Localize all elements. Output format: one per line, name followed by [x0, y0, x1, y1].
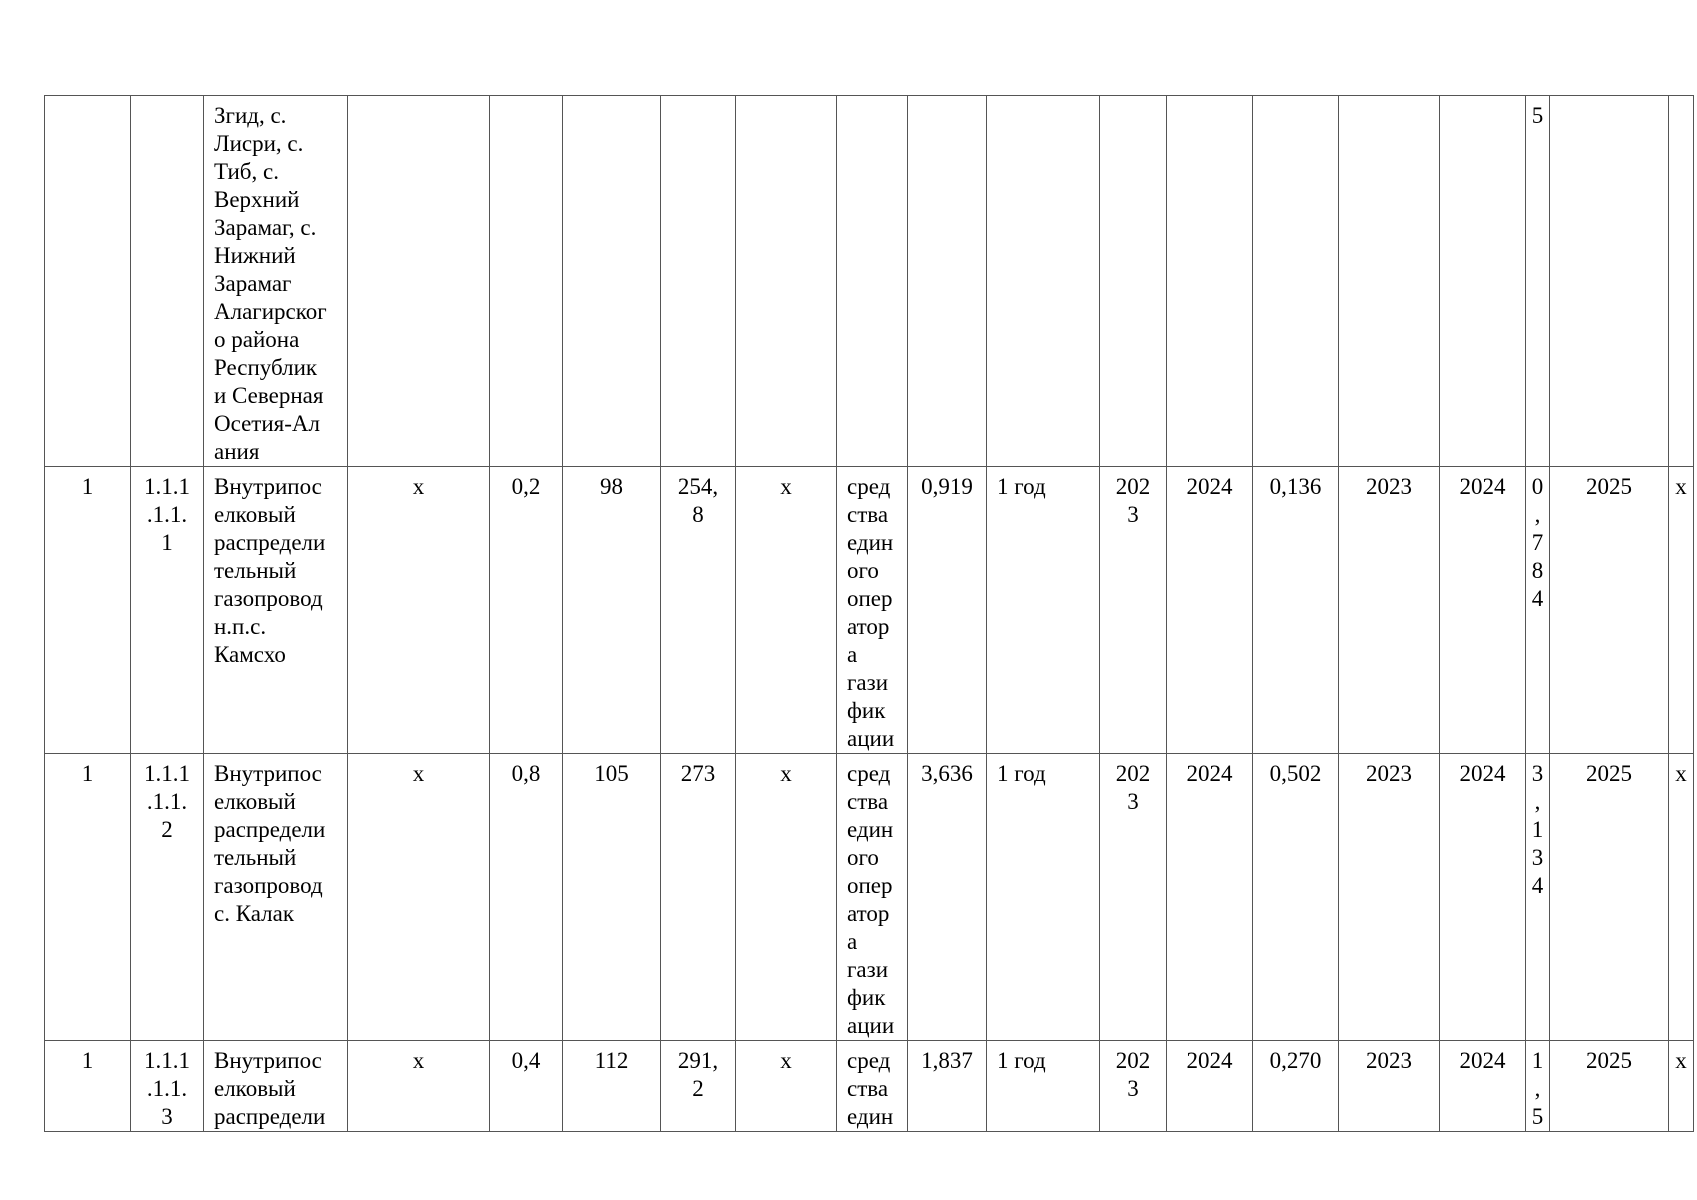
- cell-col15: 2023: [1339, 467, 1440, 754]
- cell-col4: x: [348, 1041, 490, 1132]
- cell-col6: [563, 96, 661, 467]
- cell-col19: x: [1669, 1041, 1694, 1132]
- cell-col10: [908, 96, 987, 467]
- cell-col16: [1440, 96, 1526, 467]
- cell-col14: 0,136: [1253, 467, 1339, 754]
- cell-col6: 112: [563, 1041, 661, 1132]
- cell-object-name: Внутрипос елковый распредели тельный газопровод с. Калак: [204, 754, 348, 1041]
- cell-object-name: Внутрипос елковый распредели: [204, 1041, 348, 1132]
- cell-col15: 2023: [1339, 754, 1440, 1041]
- data-table: [44, 95, 1694, 1132]
- cell-col17: 1 , 5: [1526, 1041, 1550, 1132]
- cell-duration: 1 год: [987, 467, 1100, 754]
- cell-funding-source: [837, 96, 908, 467]
- cell-col4: x: [348, 467, 490, 754]
- cell-col10: 0,919: [908, 467, 987, 754]
- cell-col12: 202 3: [1100, 1041, 1167, 1132]
- cell-col15: [1339, 96, 1440, 467]
- cell-col5: 0,2: [490, 467, 563, 754]
- cell-col6: 98: [563, 467, 661, 754]
- cell-funding-source: сред ства един ого опер атор а гази фик ации: [837, 467, 908, 754]
- cell-col14: 0,270: [1253, 1041, 1339, 1132]
- cell-col13: 2024: [1167, 1041, 1253, 1132]
- cell-col16: 2024: [1440, 467, 1526, 754]
- cell-col7: 291, 2: [661, 1041, 736, 1132]
- cell-col12: 202 3: [1100, 754, 1167, 1041]
- cell-duration: [987, 96, 1100, 467]
- cell-number: 1: [45, 754, 131, 1041]
- cell-col18: 2025: [1550, 467, 1669, 754]
- cell-number: 1: [45, 467, 131, 754]
- table-row: [45, 1041, 1694, 1132]
- cell-col8: x: [736, 754, 837, 1041]
- cell-col10: 1,837: [908, 1041, 987, 1132]
- cell-col5: 0,8: [490, 754, 563, 1041]
- cell-col5: [490, 96, 563, 467]
- cell-col8: x: [736, 467, 837, 754]
- cell-code: 1.1.1 .1.1. 2: [131, 754, 204, 1041]
- cell-col7: 273: [661, 754, 736, 1041]
- cell-col18: [1550, 96, 1669, 467]
- cell-col18: 2025: [1550, 754, 1669, 1041]
- cell-col15: 2023: [1339, 1041, 1440, 1132]
- cell-col17: 3 , 1 3 4: [1526, 754, 1550, 1041]
- cell-col13: 2024: [1167, 754, 1253, 1041]
- cell-object-name: Внутрипос елковый распредели тельный газопровод н.п.с. Камсхо: [204, 467, 348, 754]
- table-row: [45, 754, 1694, 1041]
- table-row: [45, 96, 1694, 467]
- table-row: [45, 467, 1694, 754]
- cell-col4: x: [348, 754, 490, 1041]
- cell-col12: 202 3: [1100, 467, 1167, 754]
- cell-funding-source: сред ства един ого опер атор а гази фик ации: [837, 754, 908, 1041]
- cell-code: 1.1.1 .1.1. 3: [131, 1041, 204, 1132]
- cell-col16: 2024: [1440, 754, 1526, 1041]
- cell-duration: 1 год: [987, 1041, 1100, 1132]
- cell-col8: [736, 96, 837, 467]
- cell-col14: 0,502: [1253, 754, 1339, 1041]
- cell-duration: 1 год: [987, 754, 1100, 1041]
- cell-col12: [1100, 96, 1167, 467]
- cell-col7: 254, 8: [661, 467, 736, 754]
- cell-col10: 3,636: [908, 754, 987, 1041]
- cell-code: [131, 96, 204, 467]
- cell-col19: [1669, 96, 1694, 467]
- cell-funding-source: сред ства един: [837, 1041, 908, 1132]
- cell-col19: x: [1669, 754, 1694, 1041]
- cell-col19: x: [1669, 467, 1694, 754]
- cell-col17: 0 , 7 8 4: [1526, 467, 1550, 754]
- cell-col18: 2025: [1550, 1041, 1669, 1132]
- cell-col14: [1253, 96, 1339, 467]
- cell-number: [45, 96, 131, 467]
- cell-col8: x: [736, 1041, 837, 1132]
- cell-col7: [661, 96, 736, 467]
- cell-col13: 2024: [1167, 467, 1253, 754]
- cell-number: 1: [45, 1041, 131, 1132]
- cell-col17: 5: [1526, 96, 1550, 467]
- cell-object-name: Згид, с. Лисри, с. Тиб, с. Верхний Зарамаг, с. Нижний Зарамаг Алагирског о района Республик и Северная Осетия-Ал ания: [204, 96, 348, 467]
- cell-col5: 0,4: [490, 1041, 563, 1132]
- cell-col13: [1167, 96, 1253, 467]
- cell-col16: 2024: [1440, 1041, 1526, 1132]
- cell-code: 1.1.1 .1.1. 1: [131, 467, 204, 754]
- cell-col4: [348, 96, 490, 467]
- cell-col6: 105: [563, 754, 661, 1041]
